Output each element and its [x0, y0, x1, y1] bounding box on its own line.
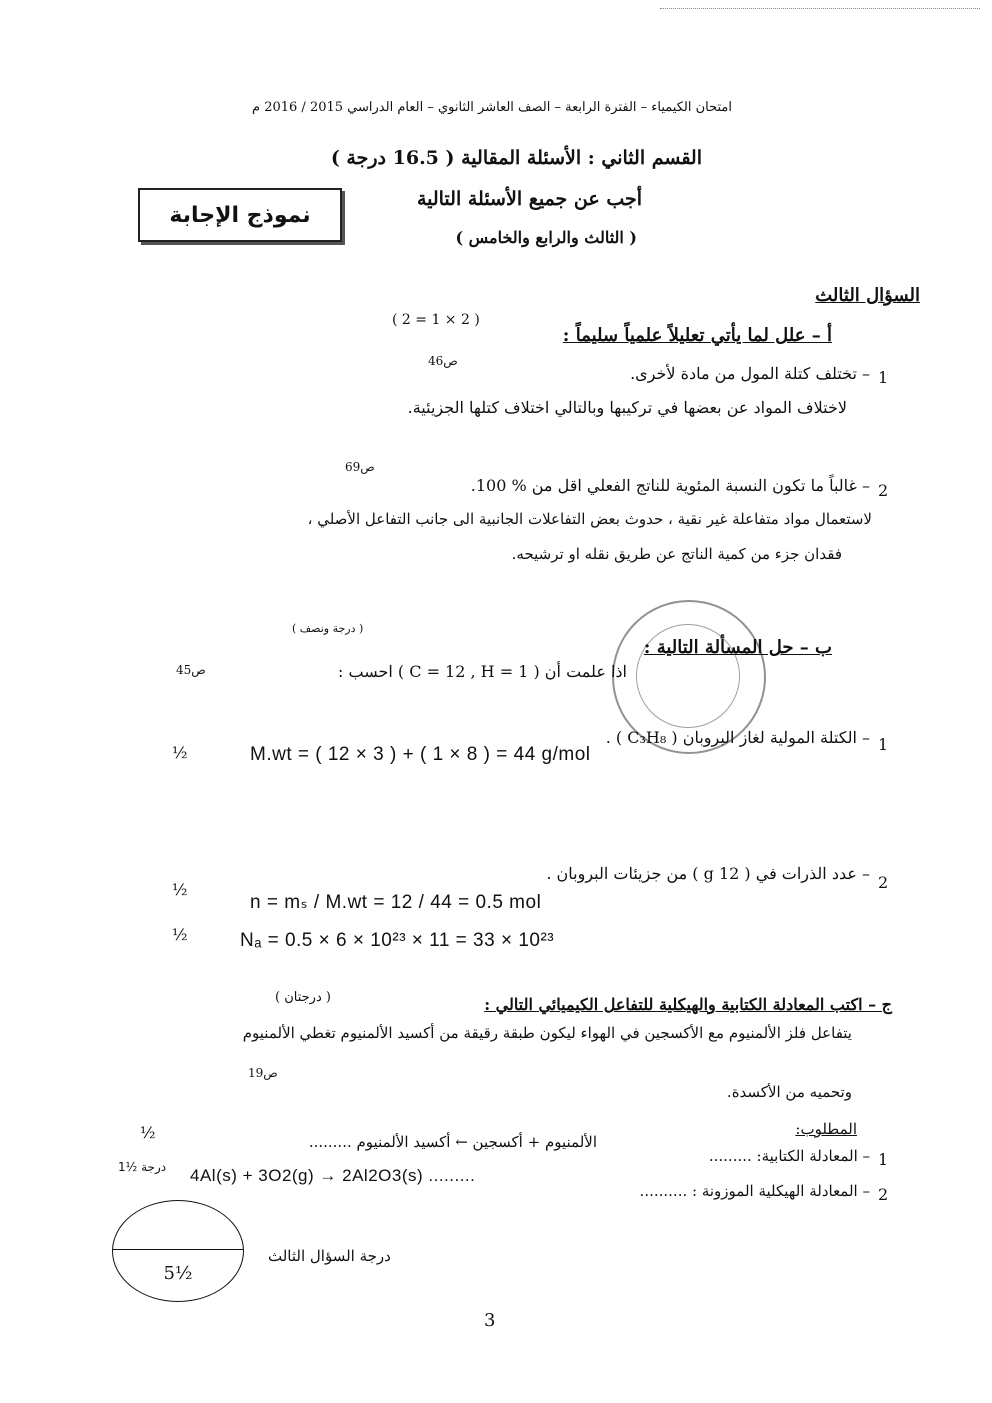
c-eq1-reaction: الألمنيوم + أكسجين ← أكسيد الألمنيوم ......... [308, 1133, 597, 1151]
c-eq1-label: – المعادلة الكتابية: ......... [708, 1147, 870, 1165]
part-a-marks: ( 2 = 1 × 2 ) [392, 312, 480, 328]
c-eq1-number: 1 [878, 1150, 889, 1169]
item2-number: 2 [878, 481, 889, 500]
b-item2-equation1: n = mₛ / M.wt = 12 / 44 = 0.5 mol [250, 892, 542, 913]
total-label: درجة السؤال الثالث [268, 1247, 391, 1265]
item1-number: 1 [878, 368, 889, 387]
b-item1-mark: ½ [172, 743, 188, 762]
questions-range: ( الثالث والرابع والخامس ) [455, 228, 637, 247]
c-eq2-reaction: 4Al(s) + 3O2(g) → 2Al2O3(s) ......... [190, 1166, 476, 1185]
item2-answer-line1: لاستعمال مواد متفاعلة غير نقية ، حدوث بعض التفاعلات الجانبية الى جانب التفاعل الأصلي ، [307, 510, 872, 528]
b-item2-mark2: ½ [172, 925, 188, 944]
part-c-page-ref: ص19 [248, 1066, 278, 1080]
b-item1-statement: – الكتلة المولية لغاز البروبان ( C₃H₈ ) . [605, 728, 870, 747]
part-b-page-ref: ص45 [176, 663, 206, 677]
part-a-label: أ – علل لما يأتي تعليلاً علمياً سليماً : [562, 325, 832, 346]
model-answer-stamp: نموذج الإجابة [138, 188, 342, 242]
b-item2-number: 2 [878, 873, 889, 892]
part-b-marks: ( درجة ونصف ) [292, 622, 364, 635]
item2-answer-line2: فقدان جزء من كمية الناتج عن طريق نقله او ترشيحه. [511, 545, 842, 563]
part-b-label: ب – حل المسألة التالية : [643, 637, 832, 658]
instruction: أجب عن جميع الأسئلة التالية [416, 188, 642, 210]
b-item2-mark1: ½ [172, 880, 188, 899]
section-title: القسم الثاني : الأسئلة المقالية ( 16.5 درجة ) [330, 147, 702, 169]
part-c-description-line1: يتفاعل فلز الألمنيوم مع الأكسجين في الهواء ليكون طبقة رقيقة من أكسيد الألمنيوم تغطي الألمنيوم [242, 1024, 852, 1042]
grade-circle [112, 1200, 244, 1302]
required-label: المطلوب: [795, 1120, 857, 1138]
exam-header-line: امتحان الكيمياء – الفترة الرابعة – الصف العاشر الثانوي – العام الدراسي 2015 / 2016 م [252, 100, 732, 115]
c-eq2-number: 2 [878, 1185, 889, 1204]
page-number: 3 [484, 1310, 496, 1331]
top-dotted-line [660, 8, 980, 9]
b-item1-number: 1 [878, 735, 889, 754]
part-b-given: اذا علمت أن ( C = 12 , H = 1 ) احسب : [338, 662, 627, 681]
grade-divider [113, 1249, 243, 1250]
b-item2-equation2: Nₐ = 0.5 × 6 × 10²³ × 11 = 33 × 10²³ [240, 930, 555, 951]
b-item1-equation: M.wt = ( 12 × 3 ) + ( 1 × 8 ) = 44 g/mol [250, 744, 591, 765]
c-eq2-mark: 1½ درجة [118, 1160, 167, 1174]
item1-page-ref: ص46 [428, 354, 458, 368]
c-eq1-mark: ½ [140, 1123, 156, 1142]
item1-statement: – تختلف كتلة المول من مادة لأخرى. [630, 364, 870, 383]
item2-statement: – غالباً ما تكون النسبة المئوية للناتج الفعلي اقل من % 100. [470, 476, 870, 495]
item1-answer: لاختلاف المواد عن بعضها في تركيبها وبالتالي اختلاف كتلها الجزيئية. [407, 398, 847, 417]
grade-value: 5½ [163, 1263, 193, 1284]
item2-page-ref: ص69 [345, 460, 375, 474]
b-item2-statement: – عدد الذرات في ( 12 g ) من جزيئات البروبان . [546, 864, 870, 883]
part-c-label: ج – اكتب المعادلة الكتابية والهيكلية للتفاعل الكيميائي التالي : [484, 995, 892, 1014]
part-c-marks: ( درجتان ) [275, 990, 331, 1005]
part-c-description-line2: وتحميه من الأكسدة. [726, 1083, 852, 1101]
c-eq2-label: – المعادلة الهيكلية الموزونة : .......... [639, 1182, 870, 1200]
question3-title: السؤال الثالث [815, 285, 920, 306]
